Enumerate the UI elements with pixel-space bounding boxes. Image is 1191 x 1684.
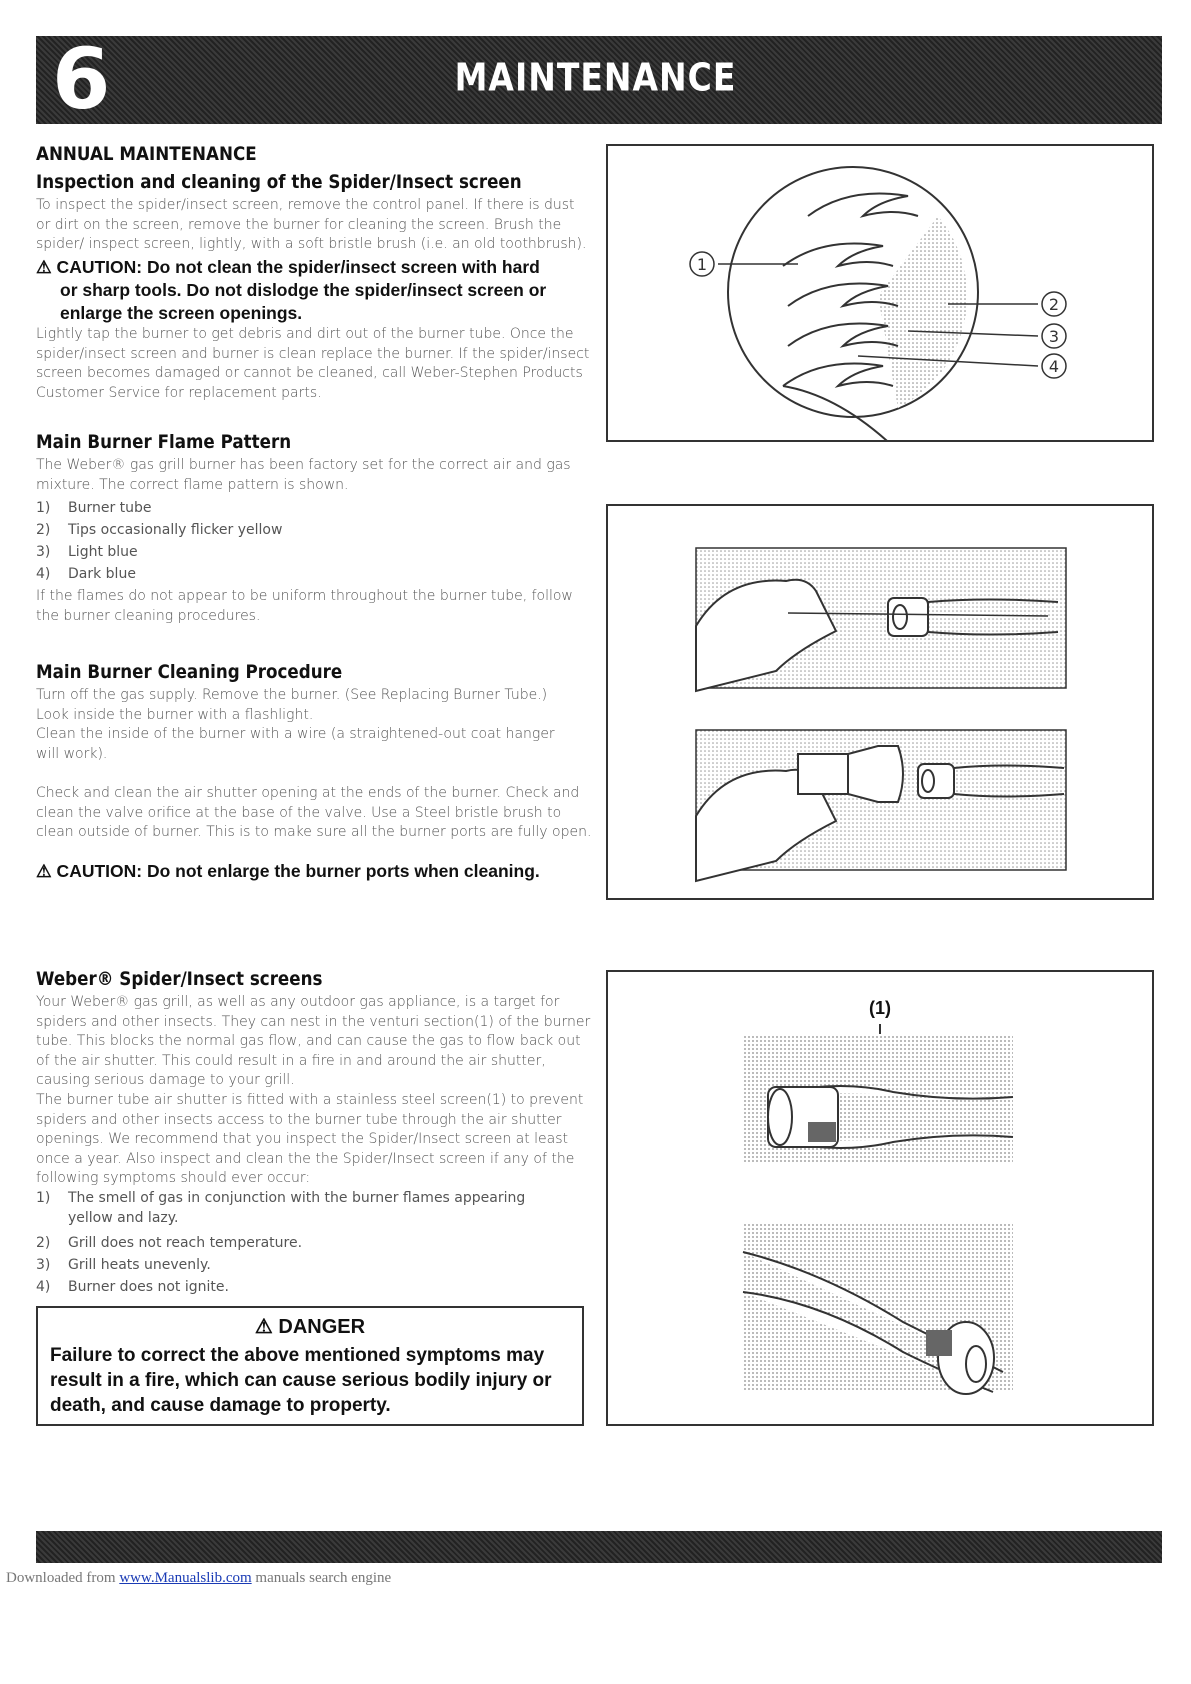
spider-screen-illustration [608, 972, 1152, 1424]
screens-paragraph-2: The burner tube air shutter is fitted with a stainless steel screen(1) to prevent spiders and other insects access to the burner tube through the air shutter openings. We recommend that you inspect the Spider/Insect screen at least once a year. Also inspect and clean the the Spider/Insect screen if any of the following symptoms should ever occur: [36, 1092, 584, 1186]
screen-callout-top: (1) [869, 998, 891, 1018]
cleaning-paragraph: Check and clean the air shutter opening at the ends of the burner. Check and clean the valve orifice at the base of the valve. Use a Steel bristle brush to clean outside of burner. This is to make sure all the burner ports are fully open. [36, 785, 592, 840]
footer-credit: Downloaded from www.Manualslib.com manuals search engine [6, 1570, 392, 1586]
flame-list [36, 497, 282, 585]
list-item: 3) Light blue [36, 544, 138, 560]
list-item: 2) Grill does not reach temperature. [36, 1235, 303, 1251]
cleaning-steps [36, 686, 596, 764]
list-item: 4) Dark blue [36, 566, 136, 582]
chapter-number: 6 [52, 30, 109, 128]
screens-heading: Weber® Spider/Insect screens [36, 968, 323, 990]
danger-title: ⚠ DANGER [254, 1316, 366, 1338]
tap-burner-paragraph: Lightly tap the burner to get debris and dirt out of the burner tube. Once the spider/insect screen and burner is clean replace the burner. If the spider/insect screen becomes damaged or cannot be cleaned, call Weber-Stephen Products Customer Service for replacement parts. [36, 326, 590, 401]
spider-screen-figure [606, 970, 1154, 1426]
list-item: 1) Burner tube [36, 500, 152, 516]
cleaning-line-1: Turn off the gas supply. Remove the burner. (See Replacing Burner Tube.) [36, 687, 548, 703]
flame-pattern-figure [606, 144, 1154, 442]
list-item: 2) Tips occasionally flicker yellow [36, 522, 283, 538]
list-item: 4) Burner does not ignite. [36, 1279, 229, 1295]
cleaning-heading: Main Burner Cleaning Procedure [36, 661, 343, 683]
manualslib-link[interactable]: www.Manualslib.com [119, 1570, 252, 1586]
caution-line-3: enlarge the screen openings. [60, 303, 303, 323]
burner-cleaning-figure [606, 504, 1154, 900]
flame-heading: Main Burner Flame Pattern [36, 431, 292, 453]
flame-followup: If the flames do not appear to be uniform throughout the burner tube, follow the burner cleaning procedures. [36, 588, 573, 624]
screens-paragraph-1: Your Weber® gas grill, as well as any outdoor gas appliance, is a target for spiders and other insects. They can nest in the venturi section(1) of the burner tube. This blocks the normal gas flow, and can cause the gas to flow back out of the air shutter. This could result in a fire in and around the air shutter, causing serious damage to your grill. [36, 994, 591, 1088]
annual-heading: ANNUAL MAINTENANCE [36, 143, 257, 165]
inspection-paragraph: To inspect the spider/insect screen, remove the control panel. If there is dust or dirt on the screen, remove the burner for cleaning the screen. Brush the spider/ inspect screen, lightly, with a soft bristle brush (i.e. an old toothbrush). [36, 197, 587, 252]
page-title: MAINTENANCE [454, 55, 737, 100]
caution-ports: ⚠ CAUTION: Do not enlarge the burner ports when cleaning. [36, 861, 540, 881]
inspection-subheading: Inspection and cleaning of the Spider/Insect screen [36, 171, 522, 193]
cleaning-line-2: Look inside the burner with a flashlight. [36, 706, 314, 723]
callout-3: 3 [1048, 327, 1060, 346]
cleaning-illustration [608, 506, 1152, 898]
cleaning-line-3: Clean the inside of the burner with a wire (a straightened-out coat hanger will work). [36, 726, 555, 762]
caution-line-1: ⚠ CAUTION: Do not clean the spider/insect screen with hard [36, 257, 540, 277]
list-item: 1) The smell of gas in conjunction with the burner flames appearing yellow and lazy. [36, 1190, 526, 1226]
symptoms-list [36, 1189, 596, 1298]
callout-1: 1 [696, 255, 708, 274]
flame-paragraph: The Weber® gas grill burner has been factory set for the correct air and gas mixture. The correct flame pattern is shown. [36, 457, 571, 493]
footer-bar [36, 1531, 1162, 1563]
flame-pattern-illustration [608, 146, 1152, 440]
danger-text: Failure to correct the above mentioned symptoms may result in a fire, which can cause serious bodily injury or death, and cause damage to property. [50, 1345, 552, 1416]
list-item: 3) Grill heats unevenly. [36, 1257, 211, 1273]
caution-screen [36, 256, 606, 325]
callout-2: 2 [1048, 295, 1060, 314]
caution-line-2: or sharp tools. Do not dislodge the spider/insect screen or [60, 280, 547, 300]
danger-box [36, 1306, 584, 1426]
callout-4: 4 [1048, 357, 1060, 376]
